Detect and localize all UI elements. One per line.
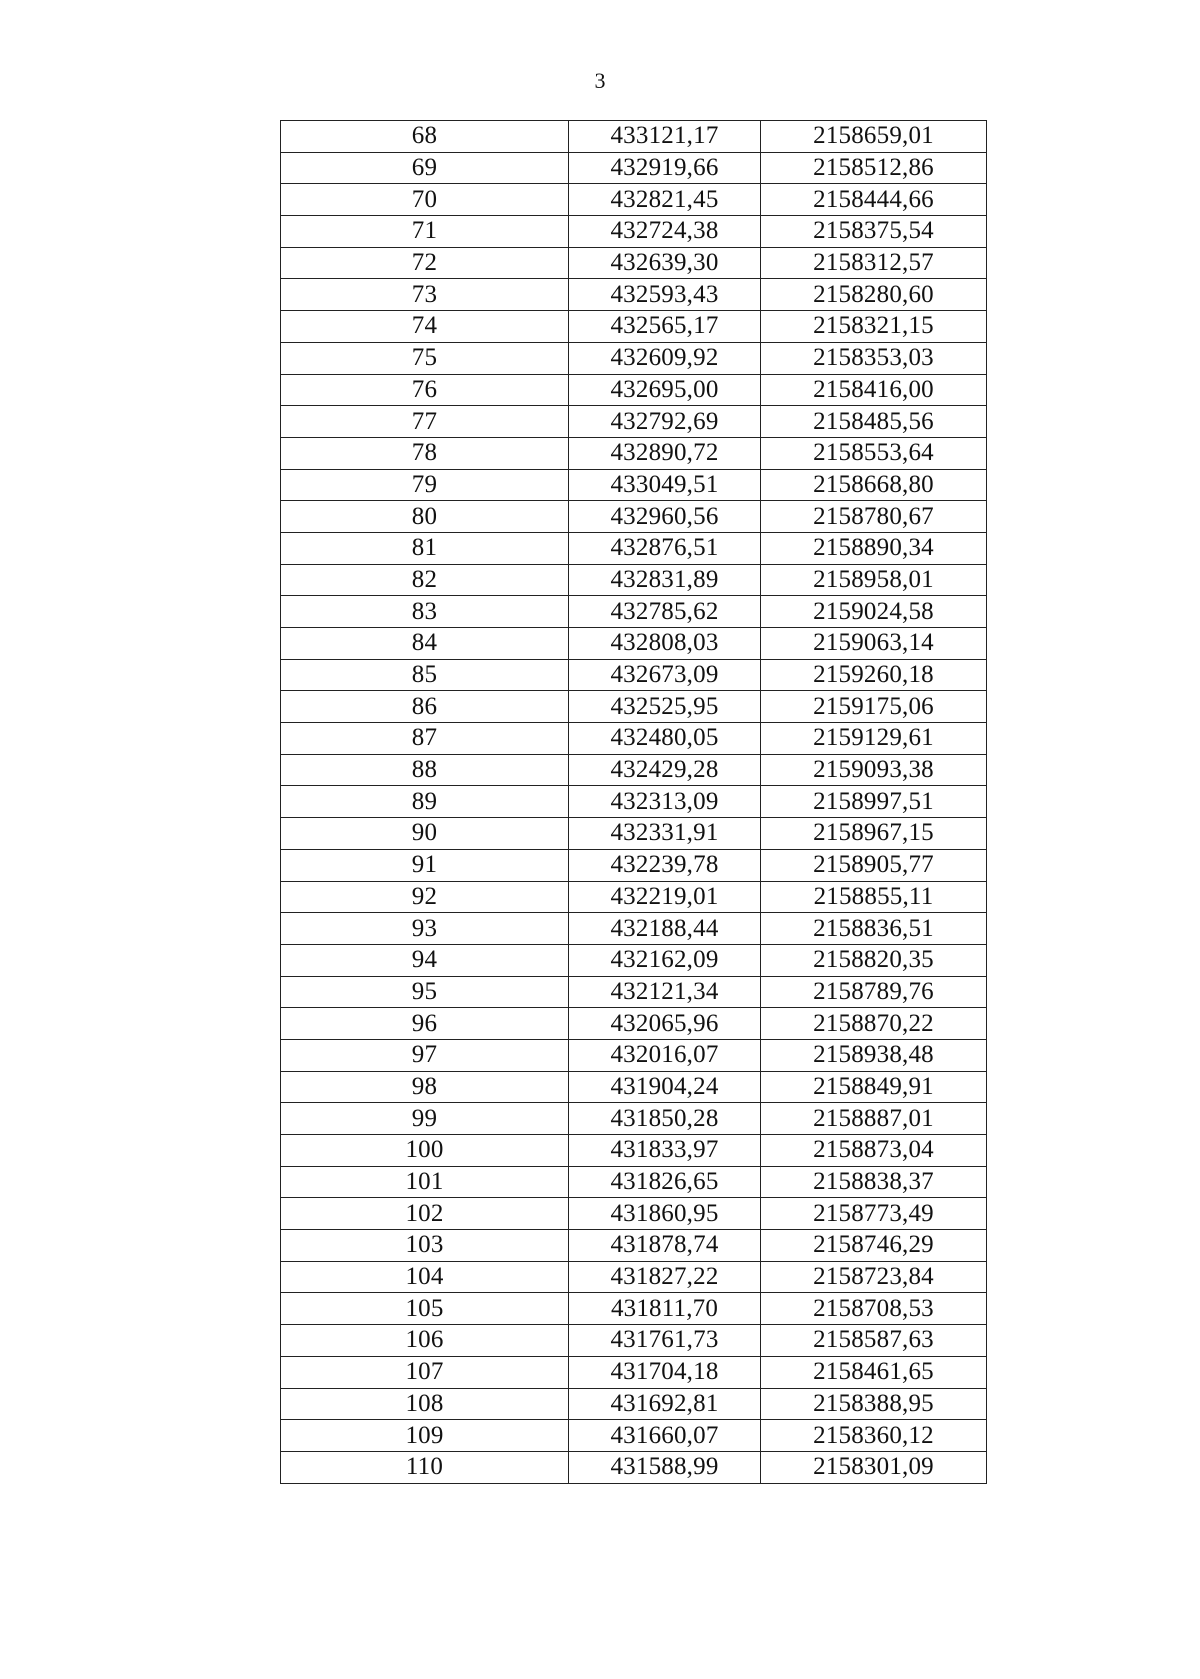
y-coordinate-cell: 2158773,49 — [761, 1198, 987, 1230]
point-number-cell: 76 — [281, 374, 569, 406]
y-coordinate-cell: 2158887,01 — [761, 1103, 987, 1135]
y-coordinate-cell: 2158780,67 — [761, 501, 987, 533]
x-coordinate-cell: 431660,07 — [569, 1420, 761, 1452]
table-row — [281, 532, 987, 564]
table-row — [281, 1008, 987, 1040]
y-coordinate-cell: 2158375,54 — [761, 216, 987, 248]
x-coordinate-cell: 431588,99 — [569, 1451, 761, 1483]
y-coordinate-cell: 2158873,04 — [761, 1135, 987, 1167]
y-coordinate-cell: 2158388,95 — [761, 1388, 987, 1420]
table-row — [281, 1325, 987, 1357]
x-coordinate-cell: 432639,30 — [569, 247, 761, 279]
x-coordinate-cell: 432565,17 — [569, 311, 761, 343]
y-coordinate-cell: 2158301,09 — [761, 1451, 987, 1483]
x-coordinate-cell: 432960,56 — [569, 501, 761, 533]
table-row — [281, 723, 987, 755]
x-coordinate-cell: 431761,73 — [569, 1325, 761, 1357]
x-coordinate-cell: 431850,28 — [569, 1103, 761, 1135]
point-number-cell: 73 — [281, 279, 569, 311]
point-number-cell: 75 — [281, 342, 569, 374]
x-coordinate-cell: 432808,03 — [569, 628, 761, 660]
y-coordinate-cell: 2158997,51 — [761, 786, 987, 818]
table-row — [281, 184, 987, 216]
point-number-cell: 79 — [281, 469, 569, 501]
x-coordinate-cell: 432429,28 — [569, 754, 761, 786]
table-row — [281, 152, 987, 184]
x-coordinate-cell: 432609,92 — [569, 342, 761, 374]
table-row — [281, 1039, 987, 1071]
x-coordinate-cell: 431692,81 — [569, 1388, 761, 1420]
x-coordinate-cell: 432876,51 — [569, 532, 761, 564]
point-number-cell: 82 — [281, 564, 569, 596]
y-coordinate-cell: 2158938,48 — [761, 1039, 987, 1071]
y-coordinate-cell: 2158820,35 — [761, 944, 987, 976]
table-row — [281, 881, 987, 913]
x-coordinate-cell: 431833,97 — [569, 1135, 761, 1167]
point-number-cell: 104 — [281, 1261, 569, 1293]
point-number-cell: 69 — [281, 152, 569, 184]
point-number-cell: 80 — [281, 501, 569, 533]
y-coordinate-cell: 2159024,58 — [761, 596, 987, 628]
x-coordinate-cell: 432313,09 — [569, 786, 761, 818]
x-coordinate-cell: 432792,69 — [569, 406, 761, 438]
point-number-cell: 70 — [281, 184, 569, 216]
y-coordinate-cell: 2158967,15 — [761, 818, 987, 850]
table-row — [281, 437, 987, 469]
y-coordinate-cell: 2158836,51 — [761, 913, 987, 945]
y-coordinate-cell: 2158890,34 — [761, 532, 987, 564]
y-coordinate-cell: 2158553,64 — [761, 437, 987, 469]
table-row — [281, 564, 987, 596]
point-number-cell: 90 — [281, 818, 569, 850]
point-number-cell: 78 — [281, 437, 569, 469]
x-coordinate-cell: 432162,09 — [569, 944, 761, 976]
x-coordinate-cell: 432695,00 — [569, 374, 761, 406]
x-coordinate-cell: 431904,24 — [569, 1071, 761, 1103]
x-coordinate-cell: 433049,51 — [569, 469, 761, 501]
point-number-cell: 74 — [281, 311, 569, 343]
y-coordinate-cell: 2159260,18 — [761, 659, 987, 691]
point-number-cell: 98 — [281, 1071, 569, 1103]
y-coordinate-cell: 2158870,22 — [761, 1008, 987, 1040]
y-coordinate-cell: 2158444,66 — [761, 184, 987, 216]
table-row — [281, 342, 987, 374]
table-row — [281, 976, 987, 1008]
x-coordinate-cell: 432065,96 — [569, 1008, 761, 1040]
y-coordinate-cell: 2158512,86 — [761, 152, 987, 184]
table-row — [281, 628, 987, 660]
table-row — [281, 1071, 987, 1103]
y-coordinate-cell: 2158905,77 — [761, 849, 987, 881]
point-number-cell: 86 — [281, 691, 569, 723]
point-number-cell: 100 — [281, 1135, 569, 1167]
x-coordinate-cell: 431704,18 — [569, 1356, 761, 1388]
x-coordinate-cell: 432016,07 — [569, 1039, 761, 1071]
table-row — [281, 1451, 987, 1483]
point-number-cell: 106 — [281, 1325, 569, 1357]
x-coordinate-cell: 432121,34 — [569, 976, 761, 1008]
y-coordinate-cell: 2158746,29 — [761, 1230, 987, 1262]
x-coordinate-cell: 431827,22 — [569, 1261, 761, 1293]
point-number-cell: 87 — [281, 723, 569, 755]
y-coordinate-cell: 2158708,53 — [761, 1293, 987, 1325]
point-number-cell: 107 — [281, 1356, 569, 1388]
x-coordinate-cell: 432785,62 — [569, 596, 761, 628]
table-row — [281, 913, 987, 945]
x-coordinate-cell: 431860,95 — [569, 1198, 761, 1230]
table-row — [281, 501, 987, 533]
y-coordinate-cell: 2158958,01 — [761, 564, 987, 596]
y-coordinate-cell: 2159093,38 — [761, 754, 987, 786]
table-row — [281, 1388, 987, 1420]
y-coordinate-cell: 2159063,14 — [761, 628, 987, 660]
table-row — [281, 247, 987, 279]
point-number-cell: 93 — [281, 913, 569, 945]
table-row — [281, 374, 987, 406]
table-row — [281, 279, 987, 311]
point-number-cell: 77 — [281, 406, 569, 438]
point-number-cell: 109 — [281, 1420, 569, 1452]
table-row — [281, 1103, 987, 1135]
coordinates-table-body — [281, 121, 987, 1484]
x-coordinate-cell: 432593,43 — [569, 279, 761, 311]
x-coordinate-cell: 432673,09 — [569, 659, 761, 691]
table-row — [281, 216, 987, 248]
table-row — [281, 121, 987, 153]
point-number-cell: 95 — [281, 976, 569, 1008]
y-coordinate-cell: 2158280,60 — [761, 279, 987, 311]
y-coordinate-cell: 2158416,00 — [761, 374, 987, 406]
table-row — [281, 1261, 987, 1293]
y-coordinate-cell: 2158659,01 — [761, 121, 987, 153]
x-coordinate-cell: 433121,17 — [569, 121, 761, 153]
x-coordinate-cell: 431878,74 — [569, 1230, 761, 1262]
y-coordinate-cell: 2158485,56 — [761, 406, 987, 438]
point-number-cell: 68 — [281, 121, 569, 153]
coordinates-table — [280, 120, 987, 1484]
table-row — [281, 596, 987, 628]
point-number-cell: 71 — [281, 216, 569, 248]
y-coordinate-cell: 2158312,57 — [761, 247, 987, 279]
x-coordinate-cell: 432919,66 — [569, 152, 761, 184]
point-number-cell: 92 — [281, 881, 569, 913]
table-row — [281, 659, 987, 691]
x-coordinate-cell: 432239,78 — [569, 849, 761, 881]
table-row — [281, 944, 987, 976]
y-coordinate-cell: 2158353,03 — [761, 342, 987, 374]
y-coordinate-cell: 2158321,15 — [761, 311, 987, 343]
y-coordinate-cell: 2158855,11 — [761, 881, 987, 913]
x-coordinate-cell: 432219,01 — [569, 881, 761, 913]
x-coordinate-cell: 431811,70 — [569, 1293, 761, 1325]
table-row — [281, 1198, 987, 1230]
table-row — [281, 754, 987, 786]
y-coordinate-cell: 2158461,65 — [761, 1356, 987, 1388]
x-coordinate-cell: 432821,45 — [569, 184, 761, 216]
point-number-cell: 102 — [281, 1198, 569, 1230]
y-coordinate-cell: 2158360,12 — [761, 1420, 987, 1452]
table-row — [281, 1230, 987, 1262]
point-number-cell: 105 — [281, 1293, 569, 1325]
point-number-cell: 88 — [281, 754, 569, 786]
point-number-cell: 94 — [281, 944, 569, 976]
y-coordinate-cell: 2158838,37 — [761, 1166, 987, 1198]
point-number-cell: 103 — [281, 1230, 569, 1262]
x-coordinate-cell: 432890,72 — [569, 437, 761, 469]
point-number-cell: 110 — [281, 1451, 569, 1483]
x-coordinate-cell: 432525,95 — [569, 691, 761, 723]
y-coordinate-cell: 2159175,06 — [761, 691, 987, 723]
point-number-cell: 96 — [281, 1008, 569, 1040]
x-coordinate-cell: 432188,44 — [569, 913, 761, 945]
point-number-cell: 91 — [281, 849, 569, 881]
table-row — [281, 406, 987, 438]
table-row — [281, 311, 987, 343]
x-coordinate-cell: 432724,38 — [569, 216, 761, 248]
point-number-cell: 84 — [281, 628, 569, 660]
x-coordinate-cell: 431826,65 — [569, 1166, 761, 1198]
y-coordinate-cell: 2158587,63 — [761, 1325, 987, 1357]
point-number-cell: 85 — [281, 659, 569, 691]
y-coordinate-cell: 2158668,80 — [761, 469, 987, 501]
table-row — [281, 849, 987, 881]
point-number-cell: 108 — [281, 1388, 569, 1420]
y-coordinate-cell: 2158789,76 — [761, 976, 987, 1008]
table-row — [281, 469, 987, 501]
table-row — [281, 691, 987, 723]
point-number-cell: 99 — [281, 1103, 569, 1135]
page-number: 3 — [594, 68, 606, 93]
point-number-cell: 97 — [281, 1039, 569, 1071]
point-number-cell: 81 — [281, 532, 569, 564]
x-coordinate-cell: 432331,91 — [569, 818, 761, 850]
table-row — [281, 1293, 987, 1325]
y-coordinate-cell: 2159129,61 — [761, 723, 987, 755]
y-coordinate-cell: 2158849,91 — [761, 1071, 987, 1103]
point-number-cell: 101 — [281, 1166, 569, 1198]
table-row — [281, 1420, 987, 1452]
point-number-cell: 72 — [281, 247, 569, 279]
table-row — [281, 1356, 987, 1388]
point-number-cell: 83 — [281, 596, 569, 628]
y-coordinate-cell: 2158723,84 — [761, 1261, 987, 1293]
x-coordinate-cell: 432480,05 — [569, 723, 761, 755]
table-row — [281, 1166, 987, 1198]
x-coordinate-cell: 432831,89 — [569, 564, 761, 596]
table-row — [281, 1135, 987, 1167]
table-row — [281, 818, 987, 850]
point-number-cell: 89 — [281, 786, 569, 818]
table-row — [281, 786, 987, 818]
